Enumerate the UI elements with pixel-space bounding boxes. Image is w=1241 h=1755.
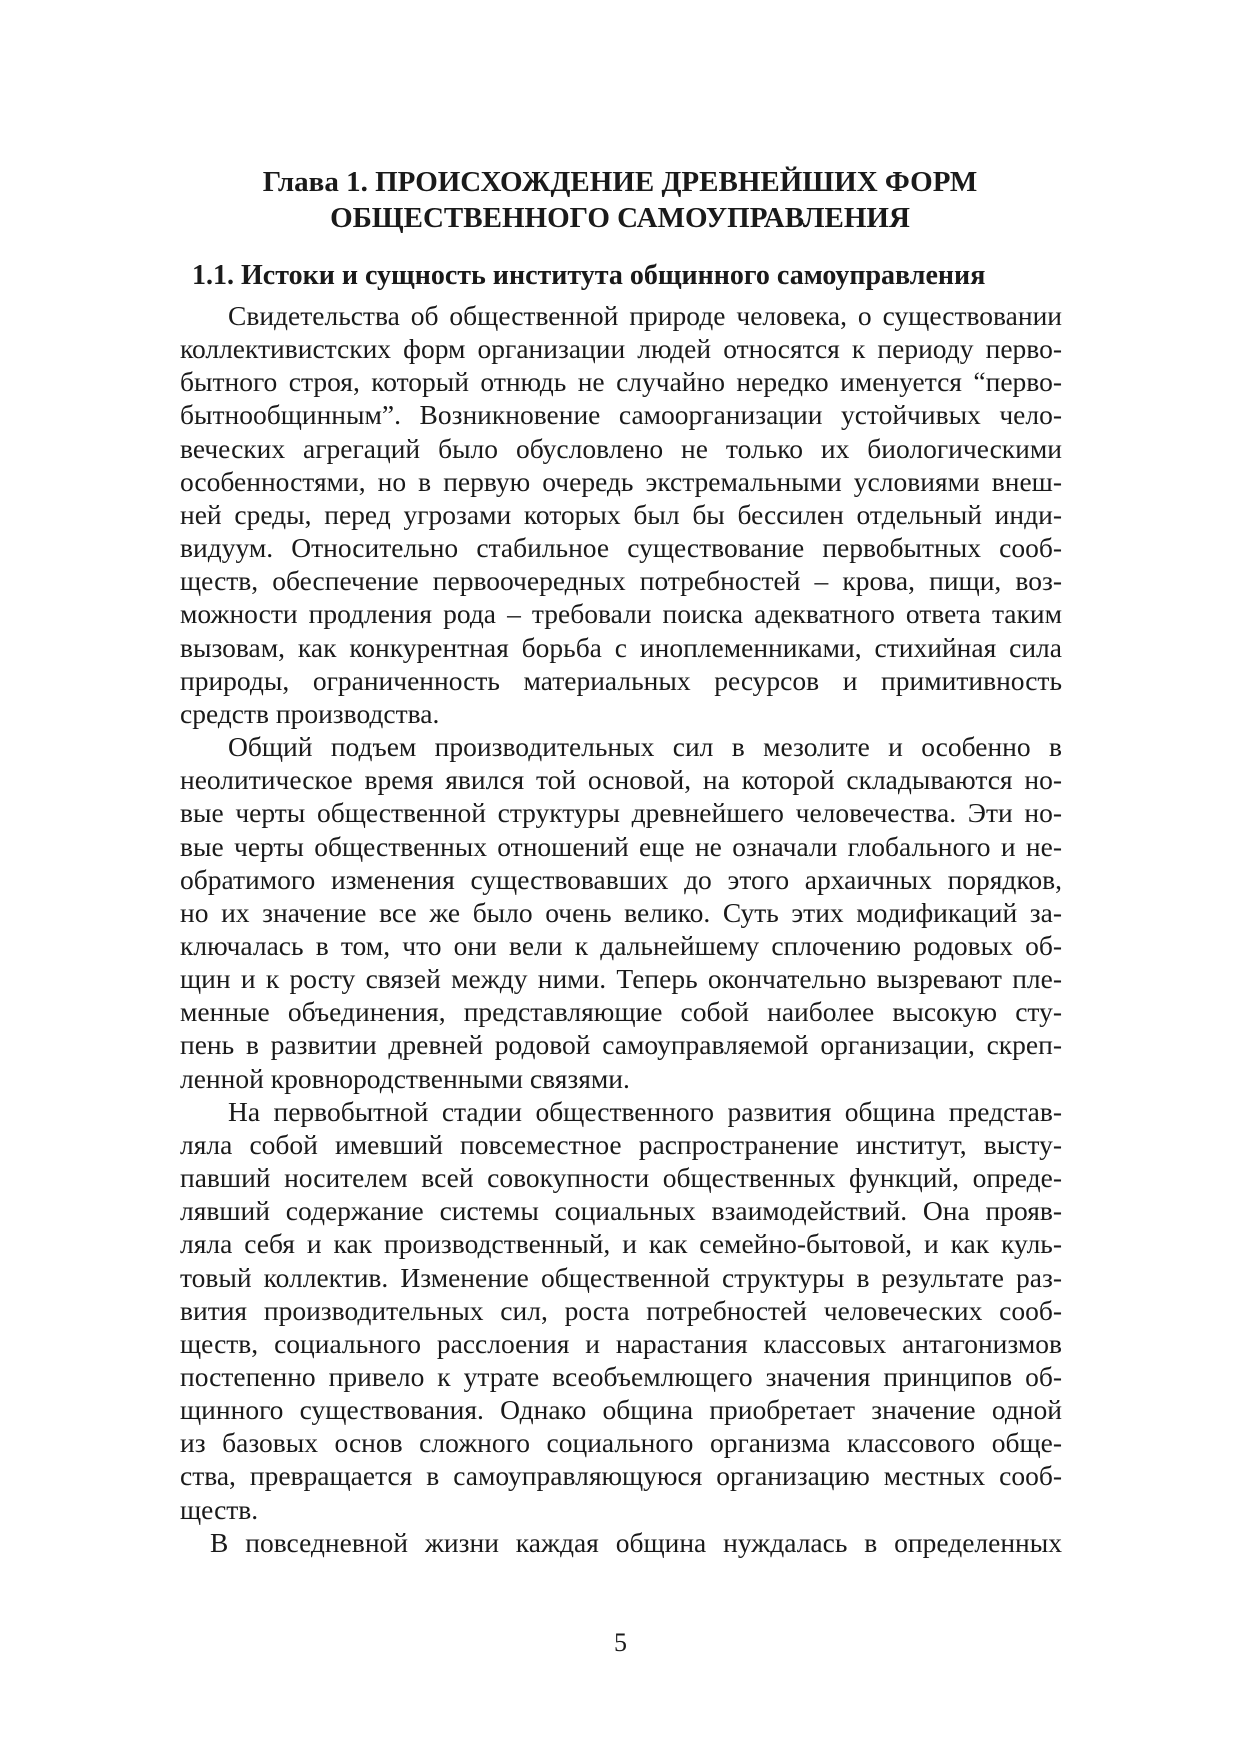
- text-line: вития производительных сил, роста потребностей человеческих сооб-: [180, 1294, 1062, 1326]
- text-line: природы, ограниченность материальных ресурсов и примитивность: [180, 664, 1062, 696]
- text-line: ключалась в том, что они вели к дальнейшему сплочению родовых об-: [180, 929, 1062, 961]
- paragraph-2: [180, 730, 1062, 1095]
- text-line: бытного строя, который отнюдь не случайно нередко именуется “перво-: [180, 366, 1062, 398]
- text-line: постепенно привело к утрате всеобъемлющего значения принципов об-: [180, 1361, 1062, 1392]
- text-line: лявший содержание системы социальных взаимодействий. Она прояв-: [180, 1195, 1062, 1227]
- paragraph-3: [180, 1095, 1062, 1526]
- paragraph-1: [180, 299, 1062, 730]
- text-line: павший носителем всей совокупности общественных функций, опреде-: [180, 1162, 1062, 1194]
- text-line: В повседневной жизни каждая община нуждалась в определенных: [210, 1526, 1062, 1558]
- text-line: щин и к росту связей между ними. Теперь окончательно вызревают пле-: [180, 963, 1062, 995]
- text-line: средств производства.: [180, 697, 440, 729]
- text-line: из базовых основ сложного социального организма классового обще-: [180, 1427, 1062, 1459]
- text-line: Общий подъем производительных сил в мезолите и особенно в: [228, 731, 1062, 763]
- text-line: бытнообщинным”. Возникновение самоорганизации устойчивых чело-: [180, 399, 1062, 431]
- text-line: особенностями, но в первую очередь экстремальными условиями внеш-: [180, 465, 1062, 497]
- text-line: вые черты общественной структуры древнейшего человечества. Эти но-: [180, 797, 1062, 829]
- text-line: менные объединения, представляющие собой наиболее высокую сту-: [180, 996, 1062, 1028]
- text-line: ства, превращается в самоуправляющуюся организацию местных сооб-: [180, 1460, 1062, 1492]
- chapter-title-line-2: ОБЩЕСТВЕННОГО САМОУПРАВЛЕНИЯ: [330, 202, 910, 234]
- text-line: щинного существования. Однако община приобретает значение одной: [180, 1394, 1062, 1426]
- text-line: ляла собой имевший повсеместное распространение институт, высту-: [180, 1128, 1062, 1160]
- text-line: На первобытной стадии общественного развития община представ-: [228, 1095, 1062, 1127]
- text-line: товый коллектив. Изменение общественной структуры в результате раз-: [180, 1261, 1062, 1293]
- section-title: 1.1. Истоки и сущность института общинного самоуправления: [192, 260, 986, 291]
- text-line: ляла себя и как производственный, и как семейно-бытовой, и как куль-: [180, 1228, 1062, 1260]
- body-text: [180, 299, 1062, 1559]
- text-line: обратимого изменения существовавших до этого архаичных порядков,: [180, 863, 1062, 895]
- text-line: но их значение все же было очень велико. Суть этих модификаций за-: [180, 896, 1062, 928]
- text-line: вые черты общественных отношений еще не означали глобального и не-: [180, 830, 1062, 862]
- text-line: ществ.: [180, 1493, 259, 1525]
- text-line: вызовам, как конкурентная борьба с иноплеменниками, стихийная сила: [180, 631, 1062, 663]
- text-line: ленной кровнородственными связями.: [180, 1062, 630, 1094]
- chapter-title-line-1: Глава 1. ПРОИСХОЖДЕНИЕ ДРЕВНЕЙШИХ ФОРМ: [262, 166, 978, 198]
- text-line: видуум. Относительно стабильное существование первобытных сооб-: [180, 532, 1062, 564]
- text-line: ществ, социального расслоения и нарастания классовых антагонизмов: [180, 1327, 1062, 1359]
- text-line: неолитическое время явился той основой, на которой складываются но-: [180, 764, 1062, 796]
- text-line: ществ, обеспечение первоочередных потребностей – крова, пищи, воз-: [180, 565, 1062, 597]
- text-line: коллективистских форм организации людей относятся к периоду перво-: [180, 333, 1062, 365]
- page-number: 5: [614, 1628, 627, 1657]
- paragraph-4: [180, 1526, 1062, 1559]
- chapter-title: [180, 164, 1060, 236]
- text-line: ней среды, перед угрозами которых был бы бессилен отдельный инди-: [180, 498, 1062, 530]
- text-line: веческих агрегаций было обусловлено не только их биологическими: [180, 432, 1062, 464]
- text-line: можности продления рода – требовали поиска адекватного ответа таким: [180, 598, 1062, 630]
- text-line: Свидетельства об общественной природе человека, о существовании: [228, 300, 1062, 331]
- text-line: пень в развитии древней родовой самоуправляемой организации, скреп-: [180, 1029, 1062, 1061]
